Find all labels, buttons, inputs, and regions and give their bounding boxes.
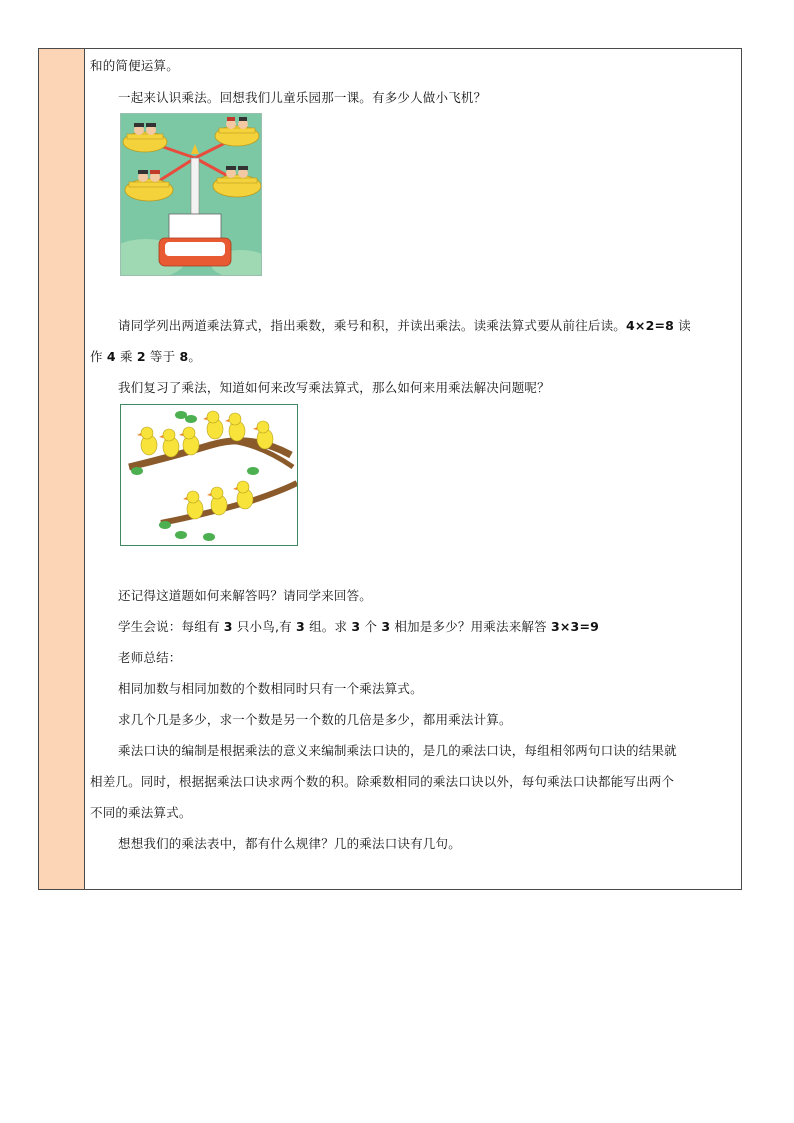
paragraph-2: 一起来认识乘法。回想我们儿童乐园那一课。有多少人做小飞机？: [118, 90, 487, 105]
paragraph-6: 学生会说：每组有 3 只小鸟,有 3 组。求 3 个 3 相加是多少？用乘法来解答 3×3=9: [118, 619, 600, 634]
paragraph-10-line-3: 不同的乘法算式。: [90, 805, 192, 820]
side-column: [39, 49, 85, 889]
paragraph-3-line-1: 请同学列出两道乘法算式，指出乘数，乘号和积，并读出乘法。读乘法算式要从前往后读。4×2=8 读: [118, 318, 691, 333]
lesson-table: [38, 48, 742, 890]
airplane-ride-illustration: [120, 113, 262, 276]
paragraph-11: 想想我们的乘法表中，都有什么规律？几的乘法口诀有几句。: [118, 836, 461, 851]
paragraph-7: 老师总结：: [118, 650, 182, 665]
paragraph-10-line-1: 乘法口诀的编制是根据乘法的意义来编制乘法口诀的，是几的乘法口诀，每组相邻两句口诀的结果就: [118, 743, 677, 758]
paragraph-8: 相同加数与相同加数的个数相同时只有一个乘法算式。: [118, 681, 423, 696]
paragraph-1: 和的简便运算。: [90, 58, 179, 73]
paragraph-3-line-2: 作 4 乘 2 等于 8。: [90, 349, 202, 364]
lesson-content: [85, 49, 741, 889]
birds-on-branches-illustration: [120, 404, 298, 546]
paragraph-9: 求几个几是多少，求一个数是另一个数的几倍是多少，都用乘法计算。: [118, 712, 512, 727]
paragraph-5: 还记得这道题如何来解答吗？请同学来回答。: [118, 588, 373, 603]
paragraph-4: 我们复习了乘法，知道如何来改写乘法算式，那么如何来用乘法解决问题呢？: [118, 380, 550, 395]
paragraph-10-line-2: 相差几。同时，根据据乘法口诀求两个数的积。除乘数相同的乘法口诀以外，每句乘法口诀都能写出两个: [90, 774, 675, 789]
